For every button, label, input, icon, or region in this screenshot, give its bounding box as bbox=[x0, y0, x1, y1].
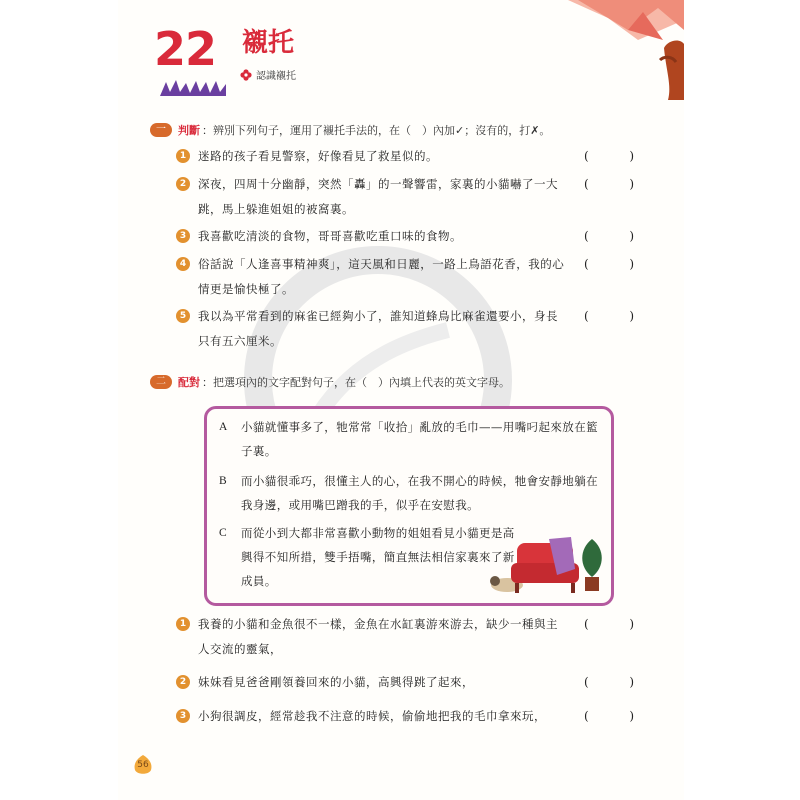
section-instruction: ：把選項內的文字配對句子，在（ ）內填上代表的英文字母。 bbox=[202, 376, 510, 389]
answer-blank[interactable]: ( ) bbox=[584, 229, 634, 243]
question-text: 深夜，四周十分幽靜，突然「轟」的一聲響雷，家裏的小貓嚇了一大跳，馬上躲進姐姐的被窩裏。 bbox=[198, 177, 558, 216]
question-number: 1 bbox=[176, 617, 190, 631]
section-badge: 一 bbox=[150, 123, 172, 137]
section-match-header bbox=[150, 374, 510, 390]
option-text: 而小貓很乖巧，很懂主人的心，在我不開心的時候，牠會安靜地躺在我身邊，或用嘴巴蹭我的手，似乎在安慰我。 bbox=[241, 474, 598, 512]
question-item bbox=[176, 252, 634, 302]
question-item bbox=[176, 304, 634, 354]
answer-blank[interactable]: ( ) bbox=[584, 177, 634, 191]
sofa-cat-illustration bbox=[467, 529, 607, 599]
question-number: 3 bbox=[176, 709, 190, 723]
section-instruction: ：辨別下列句子，運用了襯托手法的，在（ ）內加✓；沒有的，打✗。 bbox=[202, 124, 551, 137]
question-number: 2 bbox=[176, 177, 190, 191]
grass-decoration bbox=[158, 78, 228, 96]
question-text: 我養的小貓和金魚很不一樣，金魚在水缸裏游來游去，缺少一種與主人交流的靈氣， bbox=[198, 617, 558, 656]
option-key: C bbox=[219, 527, 227, 539]
question-text: 迷路的孩子看見警察，好像看見了救星似的。 bbox=[198, 149, 438, 163]
question-item bbox=[176, 172, 634, 222]
flower-icon bbox=[240, 69, 252, 81]
question-item bbox=[176, 144, 634, 169]
option-text: 而從小到大都非常喜歡小動物的姐姐看見小貓更是高興得不知所措，雙手捂嘴，簡直無法相信家裏來了新成員。 bbox=[241, 526, 515, 588]
answer-blank[interactable]: ( ) bbox=[584, 257, 634, 271]
section-judge-header bbox=[150, 122, 550, 138]
answer-blank[interactable]: ( ) bbox=[584, 709, 634, 723]
options-box bbox=[204, 406, 614, 606]
question-number: 5 bbox=[176, 309, 190, 323]
answer-blank[interactable]: ( ) bbox=[584, 617, 634, 631]
question-text: 妹妹看見爸爸剛領養回來的小貓，高興得跳了起來， bbox=[198, 675, 474, 689]
section-title: 判斷 bbox=[178, 124, 200, 137]
question-item bbox=[176, 670, 634, 695]
option-key: B bbox=[219, 475, 227, 487]
question-text: 我以為平常看到的麻雀已經夠小了，誰知道蜂鳥比麻雀還要小，身長只有五六厘米。 bbox=[198, 309, 558, 348]
option-text: 小貓就懂事多了，牠常常「收拾」亂放的毛巾——用嘴叼起來放在籃子裏。 bbox=[241, 420, 598, 458]
option-item bbox=[219, 415, 605, 463]
question-item bbox=[176, 612, 634, 662]
question-item bbox=[176, 224, 634, 249]
question-number: 4 bbox=[176, 257, 190, 271]
question-text: 我喜歡吃清淡的食物，哥哥喜歡吃重口味的食物。 bbox=[198, 229, 462, 243]
lesson-subtitle bbox=[240, 67, 296, 82]
option-key: A bbox=[219, 421, 228, 433]
question-number: 2 bbox=[176, 675, 190, 689]
subtitle-text: 認識襯托 bbox=[256, 71, 296, 82]
question-text: 俗話說「人逢喜事精神爽」，這天風和日麗，一路上鳥語花香，我的心情更是愉快極了。 bbox=[198, 257, 565, 296]
page-number: 56 bbox=[137, 760, 149, 770]
question-number: 1 bbox=[176, 149, 190, 163]
option-item bbox=[219, 469, 605, 517]
workbook-page bbox=[118, 0, 684, 800]
question-number: 3 bbox=[176, 229, 190, 243]
mountain-illustration bbox=[568, 0, 684, 100]
question-text: 小狗很調皮，經常趁我不注意的時候，偷偷地把我的毛巾拿來玩， bbox=[198, 709, 546, 723]
answer-blank[interactable]: ( ) bbox=[584, 149, 634, 163]
lesson-title: 襯托 bbox=[242, 28, 295, 58]
section-badge: 二 bbox=[150, 375, 172, 389]
answer-blank[interactable]: ( ) bbox=[584, 675, 634, 689]
section-title: 配對 bbox=[178, 376, 200, 389]
answer-blank[interactable]: ( ) bbox=[584, 309, 634, 323]
lesson-number: 22 bbox=[154, 22, 217, 76]
question-item bbox=[176, 704, 634, 729]
